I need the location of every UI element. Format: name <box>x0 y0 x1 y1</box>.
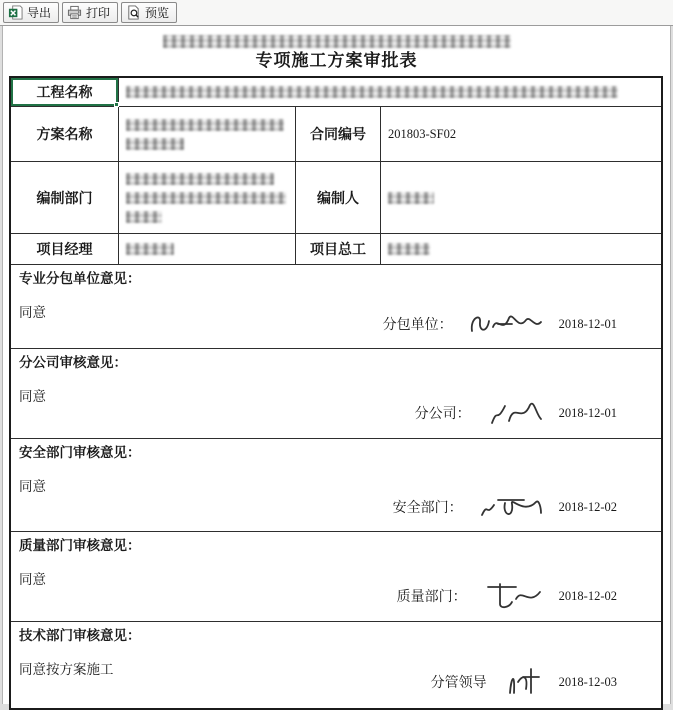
signer-label: 分管领导 <box>430 676 487 691</box>
preview-button[interactable] <box>121 2 177 23</box>
chief-engineer-value-cell[interactable] <box>380 234 661 264</box>
project-manager-label-cell[interactable] <box>11 234 118 264</box>
signature-image <box>482 580 544 612</box>
section-opinion: 同意 <box>19 305 46 320</box>
chief-engineer-label-cell[interactable] <box>295 234 380 264</box>
signature-date: 2018-12-01 <box>558 405 617 420</box>
plan-name-label-cell[interactable] <box>11 107 118 161</box>
row-project-name <box>11 78 661 106</box>
plan-name-redacted-line2 <box>126 138 184 150</box>
chief-engineer-label: 项目总工 <box>310 243 366 258</box>
row-managers <box>11 233 661 264</box>
signature-line <box>383 309 617 339</box>
signature-image <box>486 397 544 429</box>
prep-dept-redacted-line2 <box>126 192 286 204</box>
preview-button-label: 预览 <box>145 6 170 20</box>
project-manager-redacted <box>126 243 174 255</box>
printer-icon <box>67 5 82 20</box>
project-name-value-cell[interactable] <box>118 78 661 106</box>
section-heading: 安全部门审核意见： <box>19 445 141 460</box>
prep-dept-label: 编制部门 <box>36 191 93 207</box>
selection-fill-handle[interactable] <box>114 102 119 107</box>
signer-label: 分包单位： <box>382 318 453 333</box>
section-subcontractor-opinion <box>11 264 661 348</box>
section-opinion: 同意 <box>19 479 46 494</box>
plan-name-label: 方案名称 <box>36 128 93 143</box>
signature-date: 2018-12-01 <box>558 316 617 331</box>
section-heading: 质量部门审核意见： <box>19 538 141 553</box>
prep-dept-redacted-line1 <box>126 173 274 185</box>
report-page <box>2 26 671 704</box>
project-name-label: 工程名称 <box>36 86 93 101</box>
plan-name-redacted-line1 <box>126 119 284 131</box>
section-opinion: 同意按方案施工 <box>19 662 114 677</box>
signature-image <box>468 309 544 339</box>
signature-line <box>431 665 617 699</box>
section-heading: 专业分包单位意见： <box>19 271 141 286</box>
project-manager-label: 项目经理 <box>36 243 93 258</box>
contract-no-label-cell[interactable] <box>295 107 380 161</box>
approval-form-table <box>9 76 663 710</box>
export-button-label: 导出 <box>27 6 52 20</box>
preparer-label-cell[interactable] <box>295 162 380 233</box>
signature-line <box>415 397 617 429</box>
signer-label: 分公司： <box>414 407 471 422</box>
signature-image <box>478 492 544 522</box>
preview-icon <box>126 5 141 20</box>
prep-dept-value-cell[interactable] <box>118 162 295 233</box>
prep-dept-label-cell[interactable] <box>11 162 118 233</box>
signature-image <box>502 665 544 699</box>
excel-export-icon <box>8 5 23 20</box>
project-manager-value-cell[interactable] <box>118 234 295 264</box>
print-button-label: 打印 <box>86 6 111 20</box>
preparer-value-cell[interactable] <box>380 162 661 233</box>
company-name-redacted <box>163 35 511 48</box>
document-title: 专项施工方案审批表 <box>255 51 418 70</box>
signature-line <box>397 580 617 612</box>
row-prep-dept <box>11 161 661 233</box>
signature-date: 2018-12-02 <box>558 499 617 514</box>
signature-date: 2018-12-03 <box>558 674 617 689</box>
section-branch-opinion <box>11 348 661 438</box>
project-name-redacted <box>126 86 618 98</box>
contract-no-label: 合同编号 <box>310 128 366 143</box>
chief-engineer-redacted <box>388 243 430 255</box>
section-opinion: 同意 <box>19 572 46 587</box>
preparer-redacted <box>388 192 434 204</box>
toolbar <box>0 0 673 26</box>
signer-label: 质量部门： <box>396 590 467 605</box>
section-safety-opinion <box>11 438 661 531</box>
section-quality-opinion <box>11 531 661 621</box>
section-heading: 技术部门审核意见： <box>19 628 141 643</box>
document-header <box>3 26 670 72</box>
section-heading: 分公司审核意见： <box>19 355 127 370</box>
contract-no-value: 201803-SF02 <box>388 126 457 141</box>
row-plan-contract <box>11 106 661 161</box>
signature-line <box>393 492 617 522</box>
section-technical-opinion <box>11 621 661 708</box>
signature-date: 2018-12-02 <box>558 588 617 603</box>
print-button[interactable] <box>62 2 118 23</box>
section-opinion: 同意 <box>19 389 46 404</box>
signer-label: 安全部门： <box>392 501 463 516</box>
contract-no-value-cell[interactable] <box>380 107 661 161</box>
export-button[interactable] <box>3 2 59 23</box>
prep-dept-redacted-line3 <box>126 211 162 223</box>
preparer-label: 编制人 <box>317 191 359 207</box>
project-name-label-cell[interactable] <box>11 78 118 106</box>
plan-name-value-cell[interactable] <box>118 107 295 161</box>
